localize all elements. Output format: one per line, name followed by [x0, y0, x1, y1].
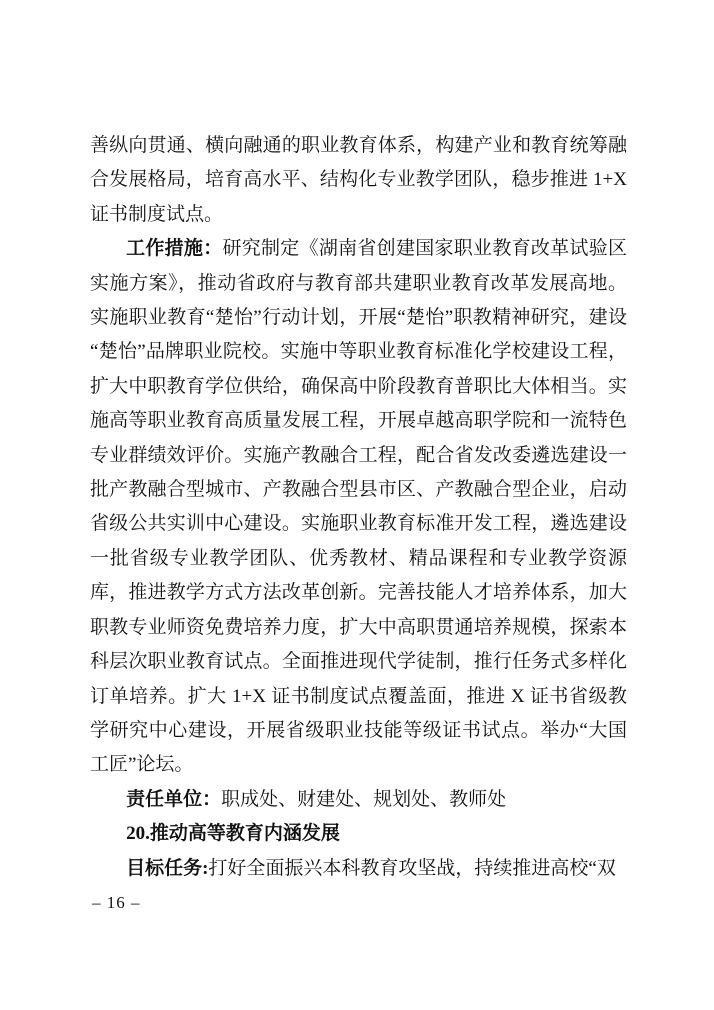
bold-label: 责任单位： [126, 788, 222, 810]
text-run: 职成处、财建处、规划处、教师处 [221, 788, 507, 810]
paragraph-target-tasks [90, 852, 627, 886]
document-body [90, 129, 627, 886]
page-number: – 16 – [92, 893, 141, 912]
text-run: 善纵向贯通、横向融通的职业教育体系，构建产业和教育统筹融合发展格局，培育高水平、结构化专业教学团队，稳步推进 1+X 证书制度试点。 [90, 135, 627, 225]
bold-label: 目标任务: [126, 857, 209, 879]
paragraph-continuation [90, 129, 627, 232]
bold-label: 20.推动高等教育内涵发展 [126, 823, 340, 845]
paragraph-work-measures [90, 232, 627, 783]
heading-item-20 [90, 817, 627, 851]
text-run: 研究制定《湖南省创建国家职业教育改革试验区实施方案》，推动省政府与教育部共建职业教育改革发展高地。实施职业教育“楚怡”行动计划，开展“楚怡”职教精神研究，建设“楚怡”品牌职业院校。实施中等职业教育标准化学校建设工程，扩大中职教育学位供给，确保高中阶段教育普职比大体相当。实施高等职业教育高质量发展工程，开展卓越高职学院和一流特色专业群绩效评价。实施产教融合工程，配合省发改委遴选建设一批产教融合型城市、产教融合型县市区、产教融合型企业，启动省级公共实训中心建设。实施职业教育标准开发工程，遴选建设一批省级专业教学团队、优秀教材、精品课程和专业教学资源库，推进教学方式方法改革创新。完善技能人才培养体系，加大职教专业师资免费培养力度，扩大中高职贯通培养规模，探索本科层次职业教育试点。全面推进现代学徒制，推行任务式多样化订单培养。扩大 1+X 证书制度试点覆盖面，推进 X 证书省级教学研究中心建设，开展省级职业技能等级证书试点。举办“大国工匠”论坛。 [90, 238, 627, 776]
text-run: 打好全面振兴本科教育攻坚战，持续推进高校“双 [208, 857, 616, 879]
paragraph-responsible-units [90, 783, 627, 817]
bold-label: 工作措施： [126, 238, 223, 260]
